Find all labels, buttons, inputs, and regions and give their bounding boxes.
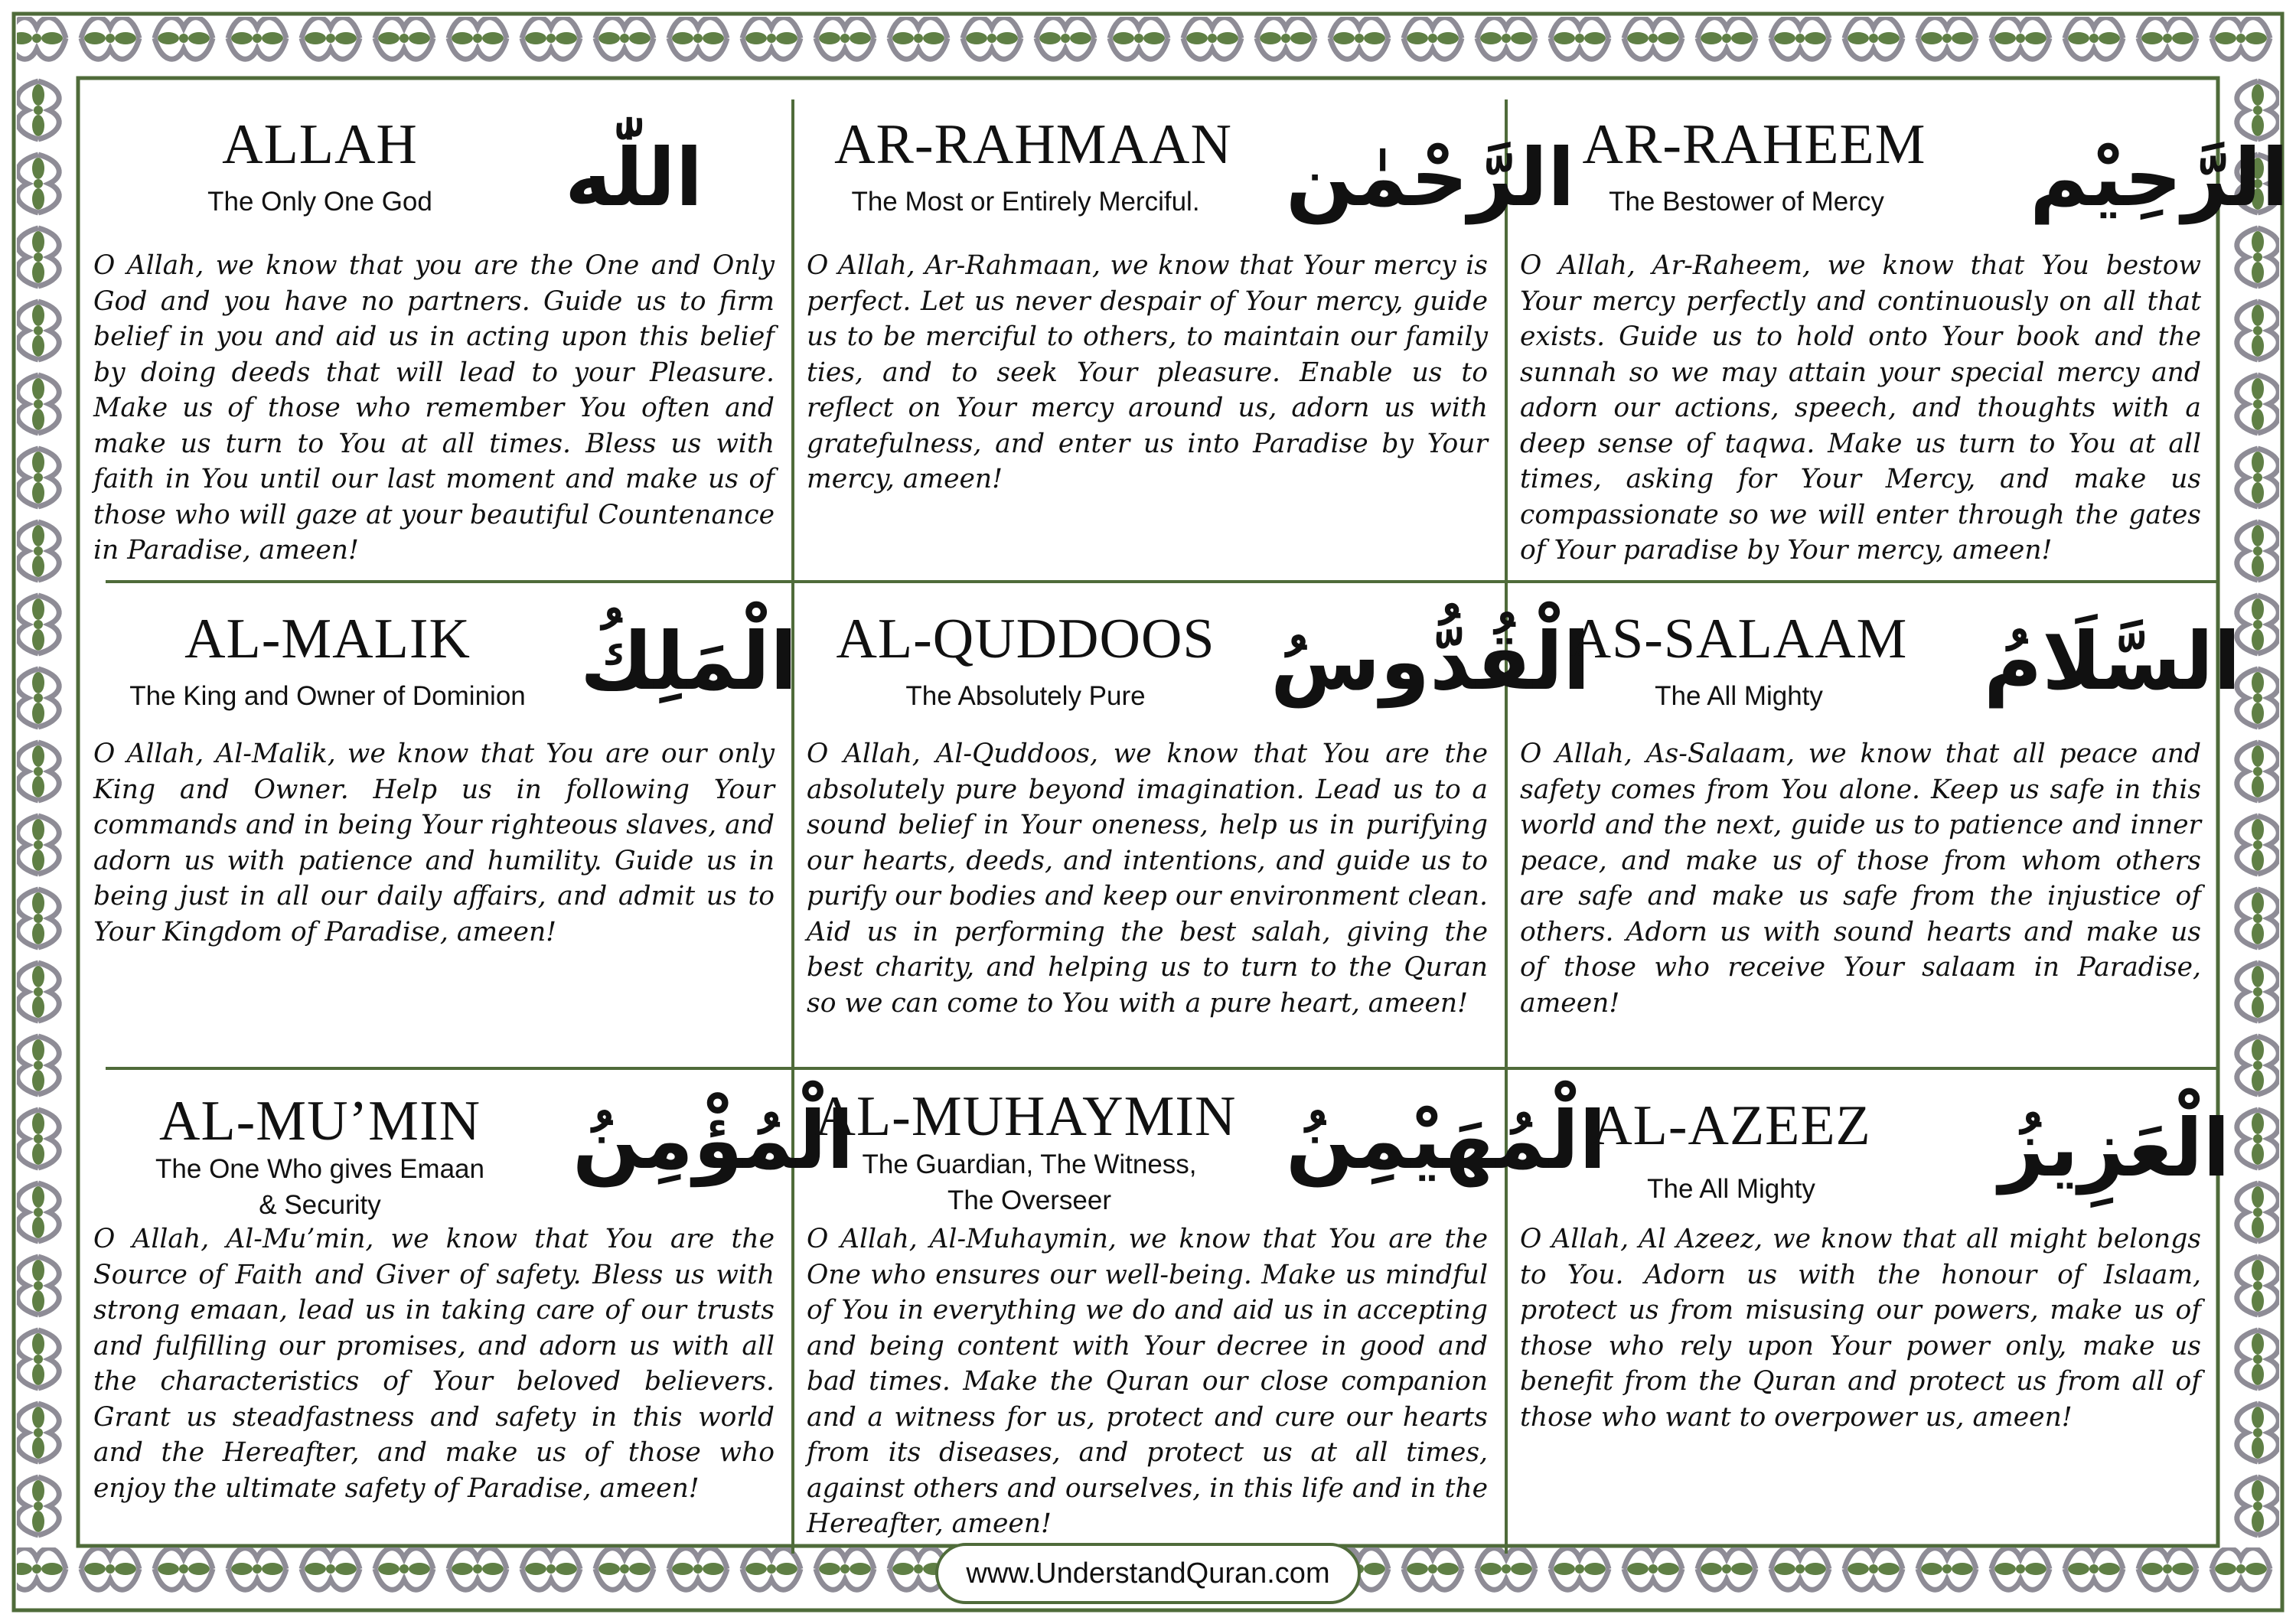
name-card-al-muhaymin bbox=[796, 1070, 1606, 1554]
name-meaning: The Bestower of Mercy bbox=[1609, 187, 1884, 217]
dua-text: O Allah, As-Salaam, we know that all peace and safety comes from You alone. Keep us safe in this world and the next, guide us to patience and inner peace, and make us of those from whom others are safe and make us safe from the injustice of others. Adorn us with sound hearts and make us of those who receive Your salaam in Paradise, ameen! bbox=[1520, 739, 2201, 1019]
arabic-calligraphy: اللّٰه bbox=[565, 131, 703, 224]
name-meaning: The Guardian, The Witness, The Overseer bbox=[862, 1150, 1197, 1216]
arabic-calligraphy: الْمُهَيْمِنُ bbox=[1286, 1094, 1606, 1187]
arabic-calligraphy: الْقُدُّوسُ bbox=[1270, 615, 1590, 708]
dua-text: O Allah, Al-Malik, we know that You are our only King and Owner. Help us in following Your commands and in being Your righteous slaves, and adorn us with patience and humility. Guide us in being just in all our daily affairs, and admit us to Your Kingdom of Paradise, ameen! bbox=[93, 739, 775, 947]
name-card-allah bbox=[83, 95, 791, 579]
name-meaning: The All Mighty bbox=[1655, 681, 1823, 711]
name-card-al-azeez bbox=[1509, 1070, 2230, 1554]
dua-text: O Allah, Al-Mu’min, we know that You are the Source of Faith and Giver of safety. Bless us with strong emaan, lead us in taking care of our trusts and fulfilling our promises, and adorn us with all the characteristics of Your beloved believers. Grant us steadfastness and safety in this world and the Hereafter, and make us of those who enjoy the ultimate safety of Paradise, ameen! bbox=[93, 1224, 775, 1504]
arabic-calligraphy: الرَّحِيْم bbox=[2030, 131, 2289, 224]
name-title: AS-SALAAM bbox=[1570, 608, 1908, 670]
arabic-calligraphy: الْعَزِيزُ bbox=[1999, 1101, 2230, 1195]
dua-text: O Allah, we know that you are the One and Only God and you have no partners. Guide us to firm belief in you and aid us in acting upon this belief by doing deeds that will lead to your Pleasure. Make us of those who remember You often and make us turn to You at all times. Bless us with faith in You until our last moment and make us of those who will gaze at your beautiful Countenance in Paradise, ameen! bbox=[93, 250, 775, 566]
website-link[interactable]: www.UnderstandQuran.com bbox=[935, 1543, 1361, 1604]
name-meaning: The Only One God bbox=[207, 187, 432, 217]
name-card-al-malik bbox=[83, 583, 797, 1067]
name-meaning: The All Mighty bbox=[1647, 1174, 1815, 1204]
name-title: AR-RAHEEM bbox=[1582, 113, 1926, 176]
name-title: AR-RAHMAAN bbox=[834, 113, 1232, 176]
dua-text: O Allah, Al Azeez, we know that all might belongs to You. Adorn us with the honour of Islaam, protect us from misusing our powers, make us of those who rely upon Your power only, make us benefit from the Quran and protect us from all of those who want to overpower us, ameen! bbox=[1520, 1224, 2201, 1433]
arabic-calligraphy: الرَّحْمٰن bbox=[1286, 131, 1575, 224]
name-title: AL-AZEEZ bbox=[1591, 1094, 1871, 1157]
dua-text: O Allah, Ar-Rahmaan, we know that Your mercy is perfect. Let us never despair of Your mercy, guide us to be merciful to others, to maintain our family ties, and to seek Your pleasure. Enable us to reflect on Your mercy around us, adorn us with gratefulness, and enter us into Paradise by Your mercy, ameen! bbox=[807, 250, 1488, 494]
name-meaning: The Most or Entirely Merciful. bbox=[851, 187, 1200, 217]
grid-divider bbox=[1505, 99, 1508, 1554]
name-card-ar-rahmaan bbox=[796, 95, 1575, 579]
arabic-calligraphy: السَّلَامُ bbox=[1984, 615, 2241, 708]
name-meaning: The King and Owner of Dominion bbox=[129, 681, 526, 711]
name-title: AL-MU’MIN bbox=[159, 1090, 481, 1153]
arabic-calligraphy: الْمُؤْمِنُ bbox=[572, 1094, 854, 1187]
name-meaning: The One Who gives Emaan & Security bbox=[155, 1154, 484, 1221]
dua-text: O Allah, Ar-Raheem, we know that You bestow Your mercy perfectly and continuously on all that exists. Guide us to hold onto Your book and the sunnah so we may attain your special mercy and adorn our actions, speech, and thoughts with a deep sense of taqwa. Make us turn to You at all times, asking for Your Mercy, and make us compassionate so we will enter through the gates of Your paradise by Your mercy, ameen! bbox=[1520, 250, 2201, 566]
dua-text: O Allah, Al-Quddoos, we know that You are the absolutely pure beyond imagination. Lead us to a sound belief in Your oneness, help us in purifying our hearts, deeds, and intentions, and guide us to purify our bodies and keep our environment clean. Aid us in performing the best salah, giving the best charity, and helping us to turn to the Quran so we can come to You with a pure heart, ameen! bbox=[807, 739, 1488, 1019]
name-card-as-salaam bbox=[1509, 583, 2241, 1067]
name-card-ar-raheem bbox=[1509, 95, 2289, 579]
dua-text: O Allah, Al-Muhaymin, we know that You are the One who ensures our well-being. Make us mindful of You in everything we do and aid us in accepting and being content with Your decree in good and bad times. Make the Quran our close companion and a witness for us, protect and cure our hearts from its diseases, and protect us at all times, against others and ourselves, in this life and in the Hereafter, ameen! bbox=[807, 1224, 1488, 1539]
name-card-al-quddoos bbox=[796, 583, 1590, 1067]
content-area bbox=[83, 83, 2289, 1541]
name-title: AL-MALIK bbox=[184, 608, 471, 670]
arabic-calligraphy: الْمَلِكُ bbox=[580, 615, 797, 708]
name-meaning: The Absolutely Pure bbox=[905, 681, 1146, 711]
name-title: AL-MUHAYMIN bbox=[814, 1085, 1237, 1148]
name-title: AL-QUDDOOS bbox=[836, 608, 1215, 670]
name-title: ALLAH bbox=[222, 113, 418, 176]
grid-divider bbox=[791, 99, 794, 1554]
name-card-al-mumin bbox=[83, 1070, 854, 1554]
